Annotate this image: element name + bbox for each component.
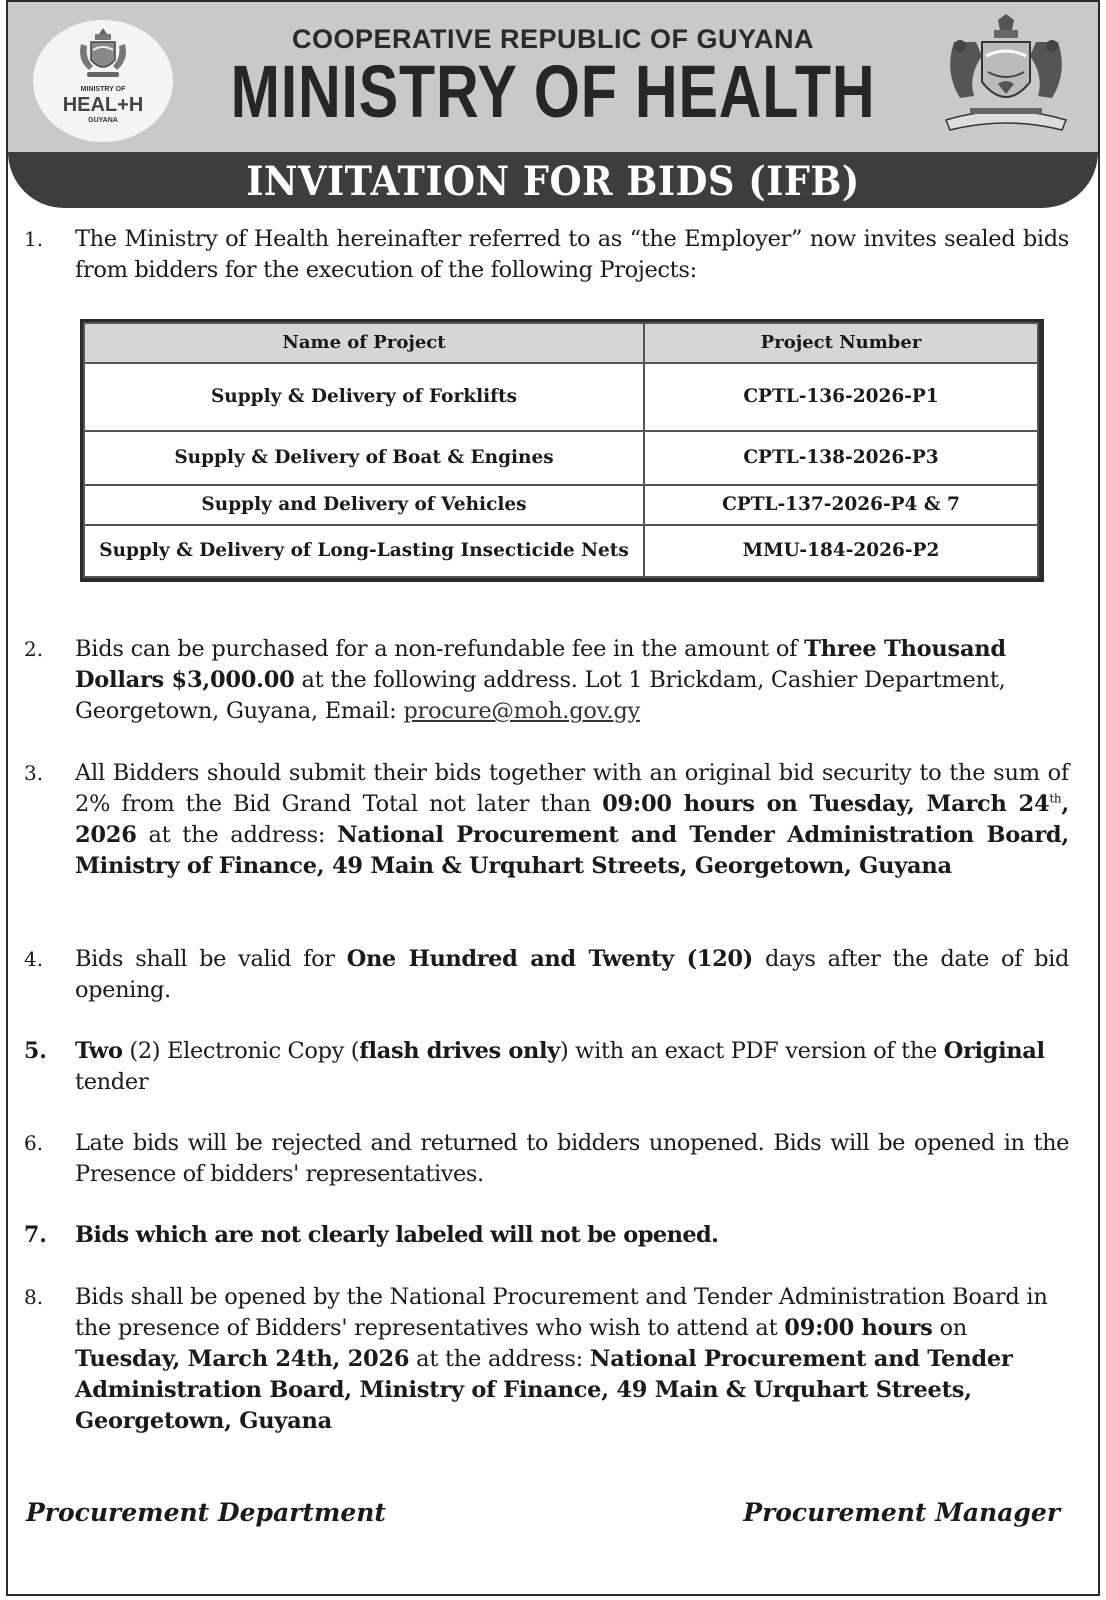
item-text: Late bids will be rejected and returned to bidders unopened. Bids will be opened in the Presence of bidders' representatives.: [75, 1130, 1069, 1187]
project-number: CPTL-136-2026-P1: [644, 363, 1038, 432]
item-number: 2.: [24, 637, 44, 661]
item-number: 8.: [24, 1285, 44, 1309]
coat-of-arms-icon: [940, 12, 1072, 138]
item-number: 4.: [24, 947, 44, 971]
item-text: Bids shall be opened by the National Procurement and Tender Administration Board in the presence of Bidders' representatives who wish to attend at 09:00 hours on Tuesday, March 24th, 2026 at the address: National Procurement and Tender Administration Board, Ministry of Finance, 49 Main & Urquhart Streets, Georgetown, Guyana: [75, 1284, 1048, 1434]
ifb-notice: [6, 0, 1100, 1596]
item-text: Bids which are not clearly labeled will not be opened.: [75, 1222, 719, 1248]
table-row: [84, 431, 1038, 485]
column-header: Project Number: [644, 323, 1038, 363]
signature-right: Procurement Manager: [743, 1498, 1060, 1527]
column-header: Name of Project: [84, 323, 644, 363]
title-band: [8, 152, 1098, 208]
table-row: [84, 363, 1038, 432]
header-ministry: MINISTRY OF HEALTH: [230, 50, 876, 133]
item-text: Bids can be purchased for a non-refundable fee in the amount of Three Thousand Dollars $3,000.00 at the following address. Lot 1 Brickdam, Cashier Department, Georgetown, Guyana, Email: procure@moh.gov.gy: [75, 636, 1006, 724]
email-link[interactable]: procure@moh.gov.gy: [403, 698, 640, 724]
table-row: [84, 485, 1038, 525]
project-name: Supply & Delivery of Boat & Engines: [84, 431, 644, 485]
item-number: 5.: [24, 1038, 47, 1064]
notice-title: INVITATION FOR BIDS (IFB): [246, 158, 860, 205]
item-text: The Ministry of Health hereinafter referred to as “the Employer” now invites sealed bids from bidders for the execution of the following Projects:: [75, 226, 1069, 283]
project-number: CPTL-137-2026-P4 & 7: [644, 485, 1038, 525]
projects-table: [80, 319, 1044, 582]
logo-text-main: HEAL+H: [62, 94, 144, 116]
signature-left: Procurement Department: [26, 1498, 386, 1527]
item-text: All Bidders should submit their bids together with an original bid security to the sum of 2% from the Bid Grand Total not later than 09:00 hours on Tuesday, March 24th, 2026 at the address: National Procurement and Tender Administration Board, Ministry of Finance, 49 Main & Urquhart Streets, Georgetown, Guyana: [75, 760, 1070, 879]
project-name: Supply & Delivery of Long-Lasting Insecticide Nets: [84, 525, 644, 577]
item-number: 6.: [24, 1131, 44, 1155]
item-number: 7.: [24, 1222, 47, 1248]
project-name: Supply & Delivery of Forklifts: [84, 363, 644, 432]
item-text: Bids shall be valid for One Hundred and Twenty (120) days after the date of bid opening.: [75, 946, 1069, 1003]
project-name: Supply and Delivery of Vehicles: [84, 485, 644, 525]
project-number: CPTL-138-2026-P3: [644, 431, 1038, 485]
item-number: 1.: [24, 227, 44, 251]
logo-text-bottom: GUYANA: [88, 117, 118, 124]
project-number: MMU-184-2026-P2: [644, 525, 1038, 577]
item-text: Two (2) Electronic Copy (flash drives only) with an exact PDF version of the Original tender: [75, 1038, 1045, 1095]
item-number: 3.: [24, 761, 44, 785]
logo-text-top: MINISTRY OF: [80, 86, 126, 93]
table-header-row: [84, 323, 1038, 363]
table-row: [84, 525, 1038, 577]
header-country: COOPERATIVE REPUBLIC OF GUYANA: [291, 24, 815, 54]
header-banner: [8, 2, 1098, 154]
